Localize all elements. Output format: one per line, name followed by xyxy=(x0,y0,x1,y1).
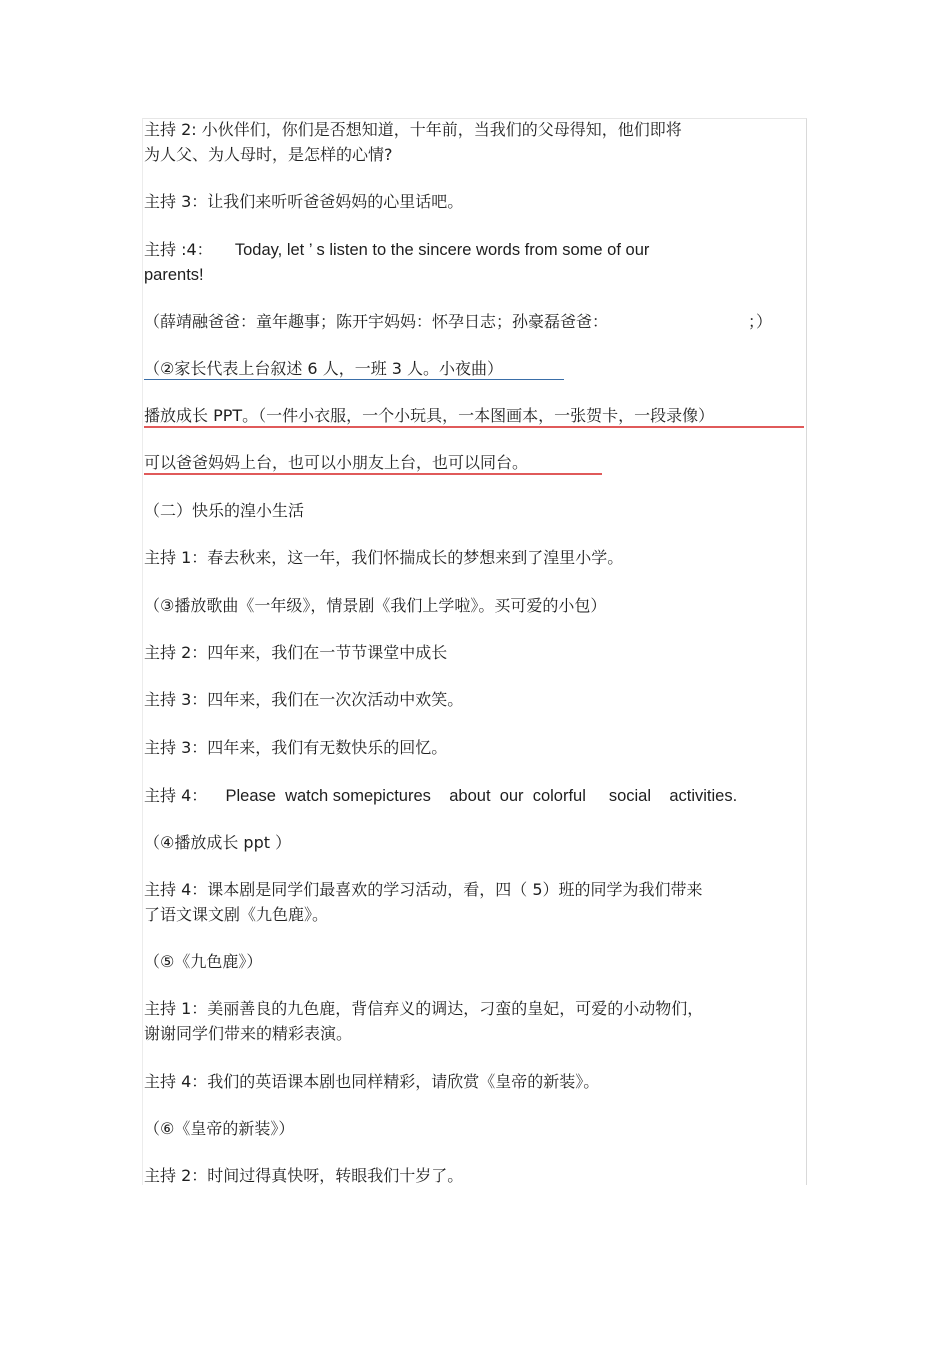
red-underline-2 xyxy=(144,473,602,475)
host2-classroom-line: 主持 2：四年来，我们在一节节课堂中成长 xyxy=(144,643,448,662)
stage-note-3: （③播放歌曲《一年级》，情景剧《我们上学啦》。买可爱的小包） xyxy=(144,596,607,615)
parents-list-end: ；） xyxy=(748,312,773,331)
stage-option-note: 可以爸爸妈妈上台，也可以小朋友上台，也可以同台。 xyxy=(144,453,529,472)
ppt-note: 播放成长 PPT。（一件小衣服，一个小玩具，一本图画本，一张贺卡，一段录像） xyxy=(144,406,715,425)
section-heading: （二）快乐的湟小生活 xyxy=(144,501,305,520)
host1-thanks-line-1: 主持 1：美丽善良的九色鹿，背信弃义的调达，刁蛮的皇妃，可爱的小动物们， xyxy=(144,999,704,1018)
parents-list-text: （薛靖融爸爸：童年趣事；陈开宇妈妈：怀孕日志；孙豪磊爸爸： xyxy=(144,312,609,331)
host4-drama-line-2: 了语文课文剧《九色鹿》。 xyxy=(144,905,329,924)
stage-note-2: （②家长代表上台叙述 6 人，一班 3 人。小夜曲） xyxy=(144,359,504,378)
host1-line: 主持 1：春去秋来，这一年，我们怀揣成长的梦想来到了湟里小学。 xyxy=(144,548,624,567)
host2-time-line: 主持 2：时间过得真快呀，转眼我们十岁了。 xyxy=(144,1166,464,1185)
host4-line-2: parents! xyxy=(144,266,204,284)
stage-note-4: （④播放成长 ppt ） xyxy=(144,833,292,852)
host3-memory-line: 主持 3：四年来，我们有无数快乐的回忆。 xyxy=(144,738,448,757)
host4-drama-line-1: 主持 4：课本剧是同学们最喜欢的学习活动，看，四（ 5）班的同学为我们带来 xyxy=(144,880,703,899)
host4-english: Today, let ’ s listen to the sincere words from some of our xyxy=(234,241,650,259)
host1-thanks-line-2: 谢谢同学们带来的精彩表演。 xyxy=(144,1024,353,1043)
host4-pictures-english: Please watch somepictures about our colorful social activities. xyxy=(225,787,738,805)
parents-list xyxy=(144,310,804,334)
host3-activity-line: 主持 3：四年来，我们在一次次活动中欢笑。 xyxy=(144,690,464,709)
red-underline-1 xyxy=(144,426,804,428)
host4-label: 主持 :4： xyxy=(144,240,213,259)
host2-line-1: 主持 2: 小伙伴们，你们是否想知道，十年前，当我们的父母得知，他们即将 xyxy=(144,120,682,139)
stage-note-6: （⑥《皇帝的新装》） xyxy=(144,1119,295,1138)
host2-line-2: 为人父、为人母时，是怎样的心情? xyxy=(144,145,393,164)
stage-note-5: （⑤《九色鹿》） xyxy=(144,952,263,971)
host4-line-1 xyxy=(144,238,804,262)
host4-english-drama-line: 主持 4：我们的英语课本剧也同样精彩，请欣赏《皇帝的新装》。 xyxy=(144,1072,600,1091)
blue-underline xyxy=(144,379,564,380)
host3-line: 主持 3：让我们来听听爸爸妈妈的心里话吧。 xyxy=(144,192,464,211)
host4-pictures-line xyxy=(144,784,804,808)
host4-pictures-label: 主持 4： xyxy=(144,786,208,805)
